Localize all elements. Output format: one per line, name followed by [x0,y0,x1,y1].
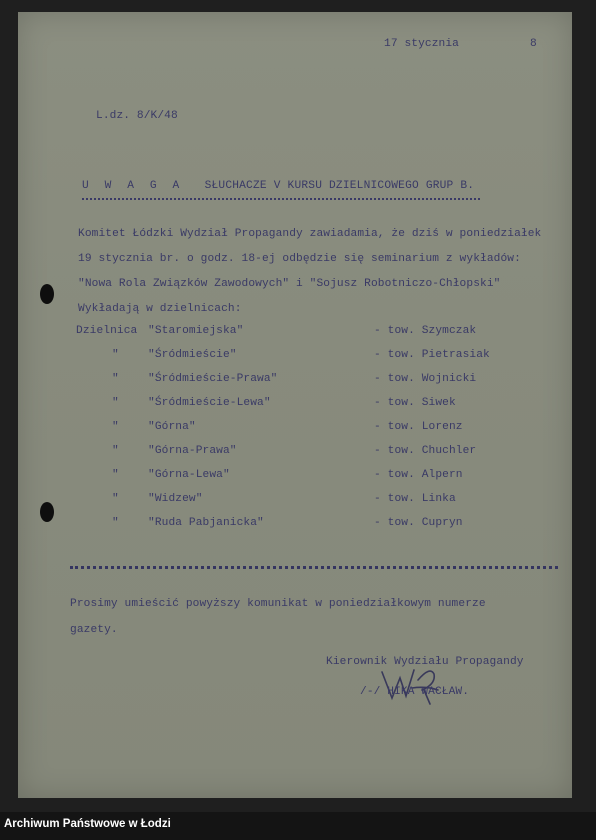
district-name: "Górna" [148,421,196,433]
district-mark: Dzielnica [76,325,138,337]
district-mark: " [112,517,119,529]
heading-audience: SŁUCHACZE V KURSU DZIELNICOWEGO GRUP B. [204,180,475,192]
archive-footer [0,812,596,840]
heading-attention: U W A G A [82,180,184,192]
dotted-separator [70,566,558,569]
district-name: "Górna-Prawa" [148,445,237,457]
district-name: "Śródmieście-Prawa" [148,373,278,385]
district-name: "Śródmieście" [148,349,237,361]
district-lecturer: - tow. Szymczak [374,325,477,337]
body-line-2: 19 stycznia br. o godz. 18-ej odbędzie się seminarium z wykładów: [78,253,521,265]
district-name: "Staromiejska" [148,325,244,337]
punch-hole-top [40,284,54,304]
district-lecturer: - tow. Lorenz [374,421,463,433]
district-lecturer: - tow. Linka [374,493,456,505]
district-lecturer: - tow. Pietrasiak [374,349,490,361]
district-mark: " [112,469,119,481]
district-name: "Widzew" [148,493,203,505]
document-date: 17 stycznia [384,38,459,50]
handwritten-signature [374,660,444,708]
district-lecturer: - tow. Alpern [374,469,463,481]
punch-hole-bottom [40,502,54,522]
district-mark: " [112,421,119,433]
heading-underline [82,198,480,200]
signature-title: Kierownik Wydziału Propagandy [326,656,524,668]
district-name: "Śródmieście-Lewa" [148,397,271,409]
district-name: "Ruda Pabjanicka" [148,517,264,529]
district-lecturer: - tow. Chuchler [374,445,477,457]
body-line-4: Wykładają w dzielnicach: [78,303,242,315]
district-lecturer: - tow. Cupryn [374,517,463,529]
archive-label: Archiwum Państwowe w Łodzi [4,818,171,830]
body-line-1: Komitet Łódzki Wydział Propagandy zawiadamia, że dziś w poniedziałek [78,228,542,240]
request-line-1: Prosimy umieścić powyższy komunikat w poniedziałkowym numerze [70,598,486,610]
document-page [18,12,572,798]
district-name: "Górna-Lewa" [148,469,230,481]
heading [82,180,474,192]
district-lecturer: - tow. Siwek [374,397,456,409]
district-mark: " [112,349,119,361]
district-mark: " [112,445,119,457]
page-number: 8 [530,38,537,50]
district-mark: " [112,493,119,505]
body-line-3: "Nowa Rola Związków Zawodowych" i "Sojusz Robotniczo-Chłopski" [78,278,501,290]
district-mark: " [112,397,119,409]
request-line-2: gazety. [70,624,118,636]
signature-name: /-/ HIKA WACŁAW. [360,686,470,698]
district-lecturer: - tow. Wojnicki [374,373,477,385]
district-mark: " [112,373,119,385]
reference-number: L.dz. 8/K/48 [96,110,178,122]
